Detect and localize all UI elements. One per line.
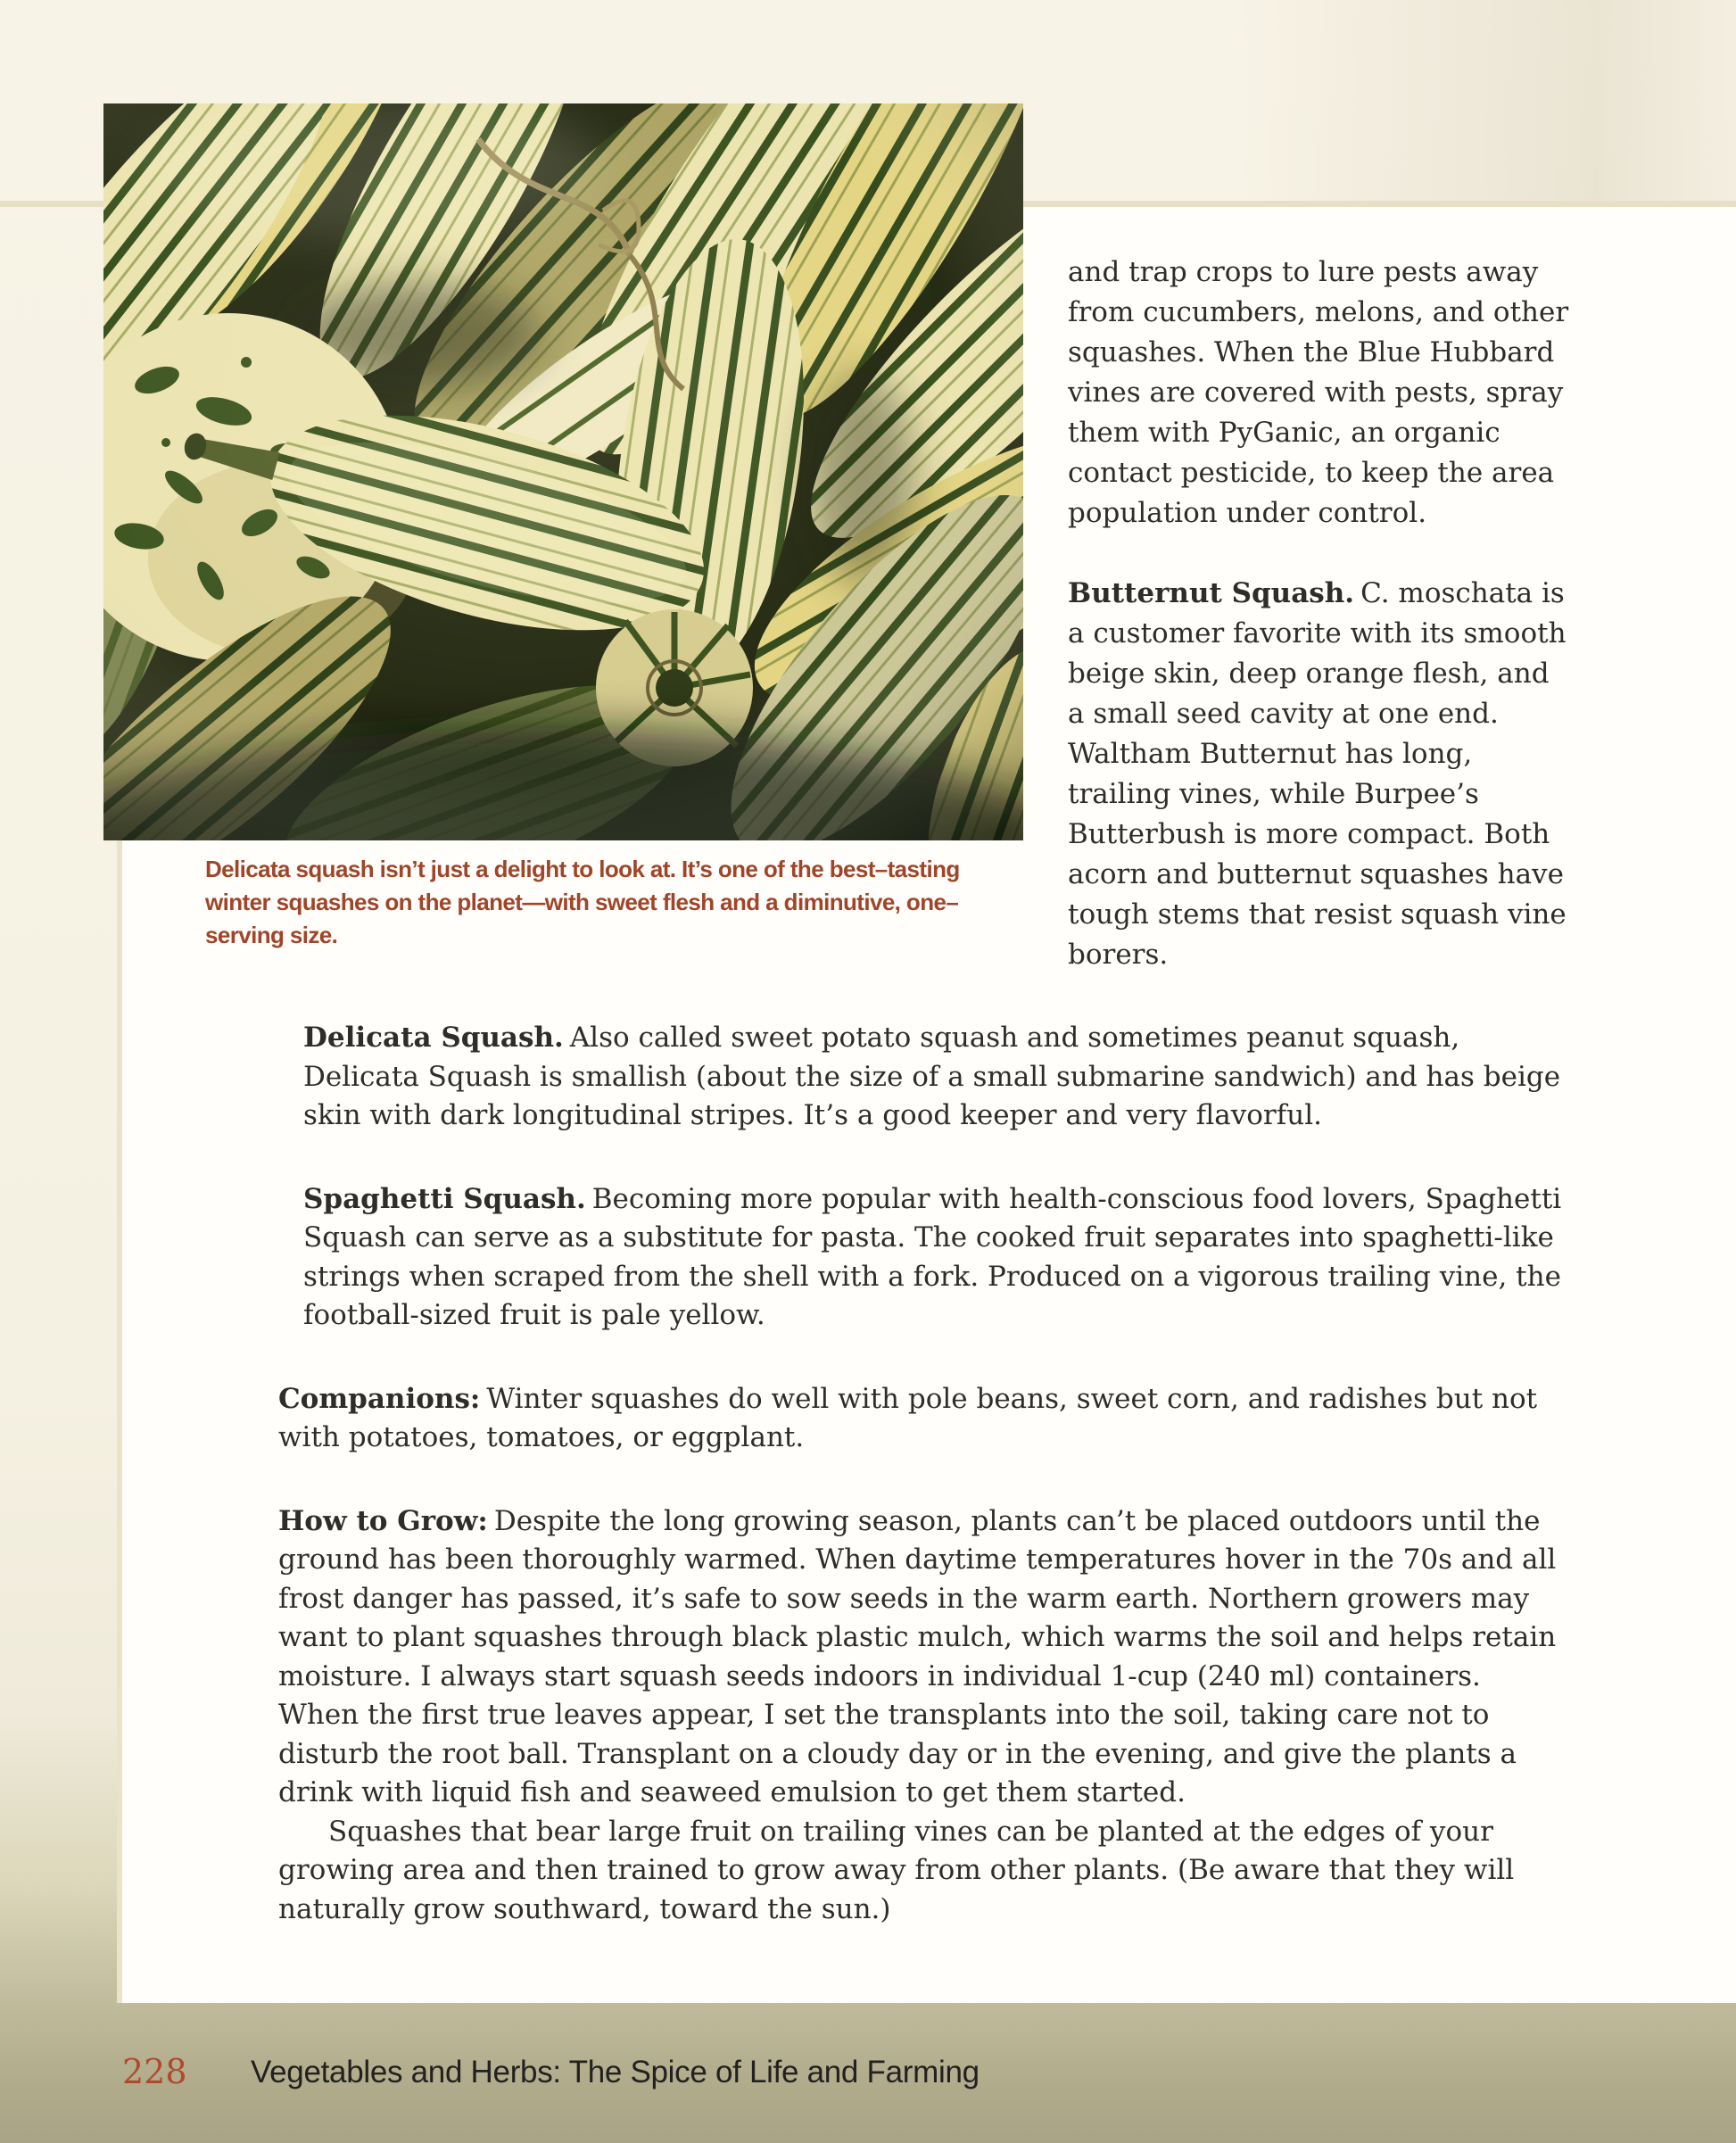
paragraph-lead: Delicata Squash.	[303, 1022, 564, 1054]
delicata-squash-photo	[103, 103, 1023, 840]
paragraph-lead: Butternut Squash.	[1068, 577, 1355, 609]
caption-line: winter squashes on the planet—with sweet flesh and a diminutive, one–	[205, 889, 959, 915]
paragraph-text: and trap crops to lure pests away from cucumbers, melons, and other squashes. When the Blue Hubbard vines are covered with pests, spray them with PyGanic, an organic contact pesticide, to keep the area population under control.	[1068, 256, 1569, 529]
caption-line: Delicata squash isn’t just a delight to look at. It’s one of the best–tasting	[205, 856, 960, 882]
page-number: 228	[122, 2052, 187, 2091]
paragraph-text: Also called sweet potato squash and sometimes peanut squash, Delicata Squash is smallish (about the size of a small submarine sandwich) and has beige skin with dark longitudinal stripes. It’s a good keeper and very flavorful.	[303, 1022, 1561, 1131]
paragraph-text: Squashes that bear large fruit on trailing vines can be planted at the edges of your growing area and then trained to grow away from other plants. (Be aware that they will naturally grow southward, toward the sun.)	[278, 1815, 1515, 1925]
main-text-column	[278, 1019, 1563, 1929]
paragraph-spaghetti-squash	[303, 1180, 1563, 1336]
paragraph-text: C. moschata is a customer favorite with its smooth beige skin, deep orange flesh, and a small seed cavity at one end. Waltham Butternut has long, trailing vines, while Burpee’s Butterbush is more compact. Both acorn and butternut squashes have tough stems that resist squash vine borers.	[1068, 577, 1567, 971]
scan-shading	[1236, 0, 1736, 201]
right-text-column	[1068, 252, 1572, 975]
paragraph-trailing-vines	[278, 1813, 1563, 1930]
paragraph-lead: Companions:	[278, 1382, 481, 1415]
paragraph-lead: How to Grow:	[278, 1504, 488, 1537]
running-footer-title: Vegetables and Herbs: The Spice of Life and Farming	[251, 2055, 980, 2089]
paragraph-text: Despite the long growing season, plants can’t be placed outdoors until the ground has been thoroughly warmed. When daytime temperatures hover in the 70s and all frost danger has passed, it’s safe to sow seeds in the warm earth. Northern growers may want to plant squashes through black plastic mulch, which warms the soil and helps retain moisture. I always start squash seeds indoors in individual 1-cup (240 ml) containers. When the first true leaves appear, I set the transplants into the soil, taking care not to disturb the root ball. Transplant on a cloudy day or in the evening, and give the plants a drink with liquid fish and seaweed emulsion to get them started.	[278, 1504, 1557, 1808]
paragraph-trap-crops	[1068, 252, 1572, 534]
paragraph-companions	[278, 1380, 1563, 1458]
paragraph-butternut-squash	[1068, 574, 1572, 975]
caption-line: serving size.	[205, 922, 338, 948]
paragraph-lead: Spaghetti Squash.	[303, 1182, 586, 1215]
paragraph-text: Winter squashes do well with pole beans, sweet corn, and radishes but not with potatoes, tomatoes, or eggplant.	[278, 1382, 1538, 1453]
paragraph-how-to-grow	[278, 1502, 1563, 1813]
photo-caption	[205, 853, 960, 952]
paragraph-text: Becoming more popular with health-conscious food lovers, Spaghetti Squash can serve as a substitute for pasta. The cooked fruit separates into spaghetti-like strings when scraped from the shell with a fork. Produced on a vigorous trailing vine, the football-sized fruit is pale yellow.	[303, 1182, 1562, 1331]
paragraph-delicata-squash	[303, 1019, 1563, 1136]
